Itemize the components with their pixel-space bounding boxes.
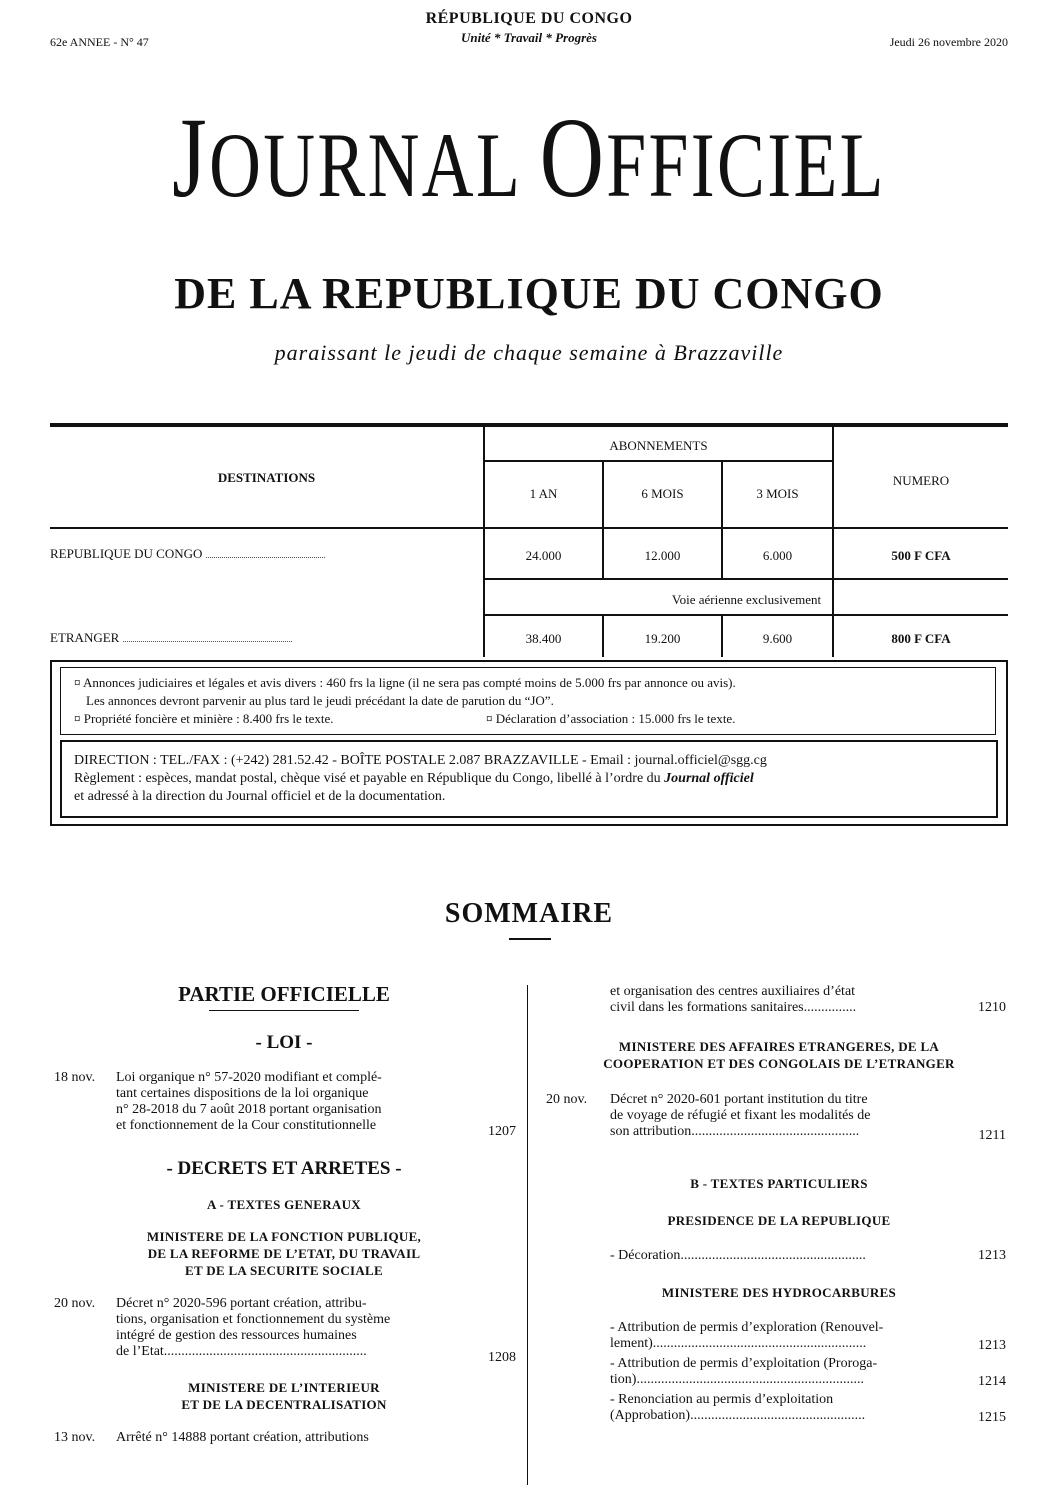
abonnements-header: ABONNEMENTS [609, 438, 708, 453]
period-1an: 1 AN [529, 486, 558, 501]
entry-line: intégré de gestion des ressources humaines [116, 1328, 357, 1343]
contact-adresse: et adressé à la direction du Journal officiel et de la documentation. [74, 789, 446, 804]
ministere-interieur [50, 1379, 518, 1413]
journal-subtitle: DE LA REPUBLIQUE DU CONGO [174, 269, 884, 318]
decret601-entry [610, 1092, 870, 1140]
etranger-6mois: 19.200 [644, 631, 681, 646]
voie-aerienne: Voie aérienne exclusivement [671, 592, 822, 607]
title-cap-o: O [539, 94, 607, 221]
entry-line: de voyage de réfugié et fixant les modalités de [610, 1108, 871, 1123]
hydro-page-3: 1215 [978, 1410, 1006, 1425]
entry-line: - Renonciation au permis d’exploitation [610, 1392, 834, 1407]
dest-label: REPUBLIQUE DU CONGO [50, 546, 203, 561]
title-rest-fficiel: FFICIEL [606, 114, 886, 216]
ministere-hydrocarbures: MINISTERE DES HYDROCARBURES [661, 1285, 897, 1300]
decret596-entry [116, 1296, 390, 1360]
title-rest-ournal: OURNAL [209, 114, 540, 216]
table-hline-header [50, 527, 1008, 529]
entry-line: Décret n° 2020-596 portant création, attribu- [116, 1296, 367, 1311]
column-divider [527, 985, 528, 1485]
hydro-entry-2 [610, 1356, 877, 1388]
table-top-rule [50, 423, 1008, 427]
ministere-line: ET DE LA SECURITE SOCIALE [185, 1263, 383, 1278]
issue-number: 62e ANNEE - N° 47 [50, 35, 149, 49]
etranger-numero: 800 F CFA [891, 631, 951, 646]
arrete14888-date: 13 nov. [54, 1430, 96, 1445]
congo-1an: 24.000 [525, 548, 562, 563]
hydro-entry-3 [610, 1392, 865, 1424]
motto: Unité * Travail * Progrès [460, 30, 597, 45]
loi-heading: - LOI - [255, 1032, 313, 1053]
table-vline-4 [832, 427, 834, 657]
etranger-3mois: 9.600 [762, 631, 793, 646]
row-etranger-destination [50, 630, 293, 646]
entry-line: tions, organisation et fonctionnement du système [116, 1312, 391, 1327]
congo-3mois: 6.000 [762, 548, 793, 563]
entry-line: - Attribution de permis d’exploration (Renouvel- [610, 1320, 884, 1335]
textes-particuliers: B - TEXTES PARTICULIERS [690, 1176, 868, 1191]
decoration-entry: - Décoration..................................................... [610, 1248, 866, 1263]
sommaire-title: SOMMAIRE [444, 898, 614, 929]
entry-line: son attribution................................................ [610, 1124, 860, 1139]
table-hline-abonnements [485, 460, 832, 462]
loi-page: 1207 [488, 1124, 516, 1139]
decret596-date: 20 nov. [54, 1296, 96, 1311]
journal-title [116, 94, 941, 221]
congo-numero: 500 F CFA [891, 548, 951, 563]
arrete-continuation [610, 984, 856, 1016]
decoration-page: 1213 [978, 1248, 1006, 1263]
entry-line: Décret n° 2020-601 portant institution du titre [610, 1092, 868, 1107]
entry-line: (Approbation).................................................. [610, 1408, 866, 1423]
ministere-affaires-etrangeres [540, 1038, 1018, 1072]
entry-line: civil dans les formations sanitaires............... [610, 1000, 857, 1015]
entry-line: lement)............................................................. [610, 1336, 867, 1351]
partie-officielle: PARTIE OFFICIELLE [178, 982, 390, 1006]
entry-line: tion)................................................................. [610, 1372, 864, 1387]
ministere-line: MINISTERE DE L’INTERIEUR [188, 1380, 380, 1395]
notice-propriete: ¤ Propriété foncière et minière : 8.400 frs le texte. [74, 711, 334, 726]
entry-line: et fonctionnement de la Cour constitutionnelle [116, 1118, 377, 1133]
textes-generaux: A - TEXTES GENERAUX [207, 1197, 361, 1212]
notice-association: ¤ Déclaration d’association : 15.000 frs le texte. [486, 711, 736, 726]
issue-date: Jeudi 26 novembre 2020 [889, 35, 1008, 49]
republic-name: RÉPUBLIQUE DU CONGO [425, 10, 633, 27]
decrets-heading: - DECRETS ET ARRETES - [166, 1158, 402, 1179]
ministere-line: ET DE LA DECENTRALISATION [181, 1397, 387, 1412]
arrete14888-line: Arrêté n° 14888 portant création, attributions [116, 1430, 369, 1445]
period-6mois: 6 MOIS [641, 486, 684, 501]
tagline: paraissant le jeudi de chaque semaine à Brazzaville [274, 340, 784, 365]
entry-line: et organisation des centres auxiliaires d’état [610, 984, 856, 999]
entry-line: - Attribution de permis d’exploitation (Proroga- [610, 1356, 878, 1371]
entry-line: de l’Etat.......................................................... [116, 1344, 367, 1359]
journal-officiel-italic: Journal officiel [664, 771, 754, 786]
entry-line: tant certaines dispositions de la loi organique [116, 1086, 369, 1101]
loi-entry [116, 1070, 382, 1134]
sommaire-underline [509, 938, 551, 940]
destinations-header: DESTINATIONS [217, 470, 316, 485]
congo-6mois: 12.000 [644, 548, 681, 563]
loi-date: 18 nov. [54, 1070, 96, 1085]
decret601-page: 1211 [978, 1128, 1006, 1143]
numero-header: NUMERO [892, 473, 950, 488]
decret601-date: 20 nov. [546, 1092, 588, 1107]
etranger-1an: 38.400 [525, 631, 562, 646]
table-hline-row1 [485, 578, 1008, 580]
ministere-fonction-publique [50, 1228, 518, 1279]
period-3mois: 3 MOIS [756, 486, 799, 501]
ministere-line: MINISTERE DE LA FONCTION PUBLIQUE, [146, 1229, 422, 1244]
hydro-page-2: 1214 [978, 1374, 1006, 1389]
contact-direction: DIRECTION : TEL./FAX : (+242) 281.52.42 - BOÎTE POSTALE 2.087 BRAZZAVILLE - Email : journal.officiel@sgg.cg [74, 753, 767, 768]
table-hline-voie [485, 614, 1008, 616]
reglement-text: Règlement : espèces, mandat postal, chèque visé et payable en République du Congo, libellé à l’ordre du [74, 771, 661, 786]
ministere-line: COOPERATION ET DES CONGOLAIS DE L’ETRANGER [603, 1056, 955, 1071]
row-congo-destination [50, 546, 326, 562]
dest-dots: ..................................................................................... [122, 635, 293, 644]
arrete-page: 1210 [978, 1000, 1006, 1015]
ministere-line: MINISTERE DES AFFAIRES ETRANGERES, DE LA [618, 1039, 940, 1054]
presidence: PRESIDENCE DE LA REPUBLIQUE [667, 1213, 891, 1228]
notice-annonces: ¤ Annonces judiciaires et légales et avis divers : 460 frs la ligne (il ne sera pas compté moins de 5.000 frs par annonce ou avis). [74, 675, 736, 690]
hydro-page-1: 1213 [978, 1338, 1006, 1353]
notice-delai: Les annonces devront parvenir au plus tard le jeudi précédant la date de parution du “JO”. [86, 693, 554, 708]
hydro-entry-1 [610, 1320, 883, 1352]
entry-line: Loi organique n° 57-2020 modifiant et complé- [116, 1070, 382, 1085]
title-cap-j: J [172, 94, 210, 221]
contact-reglement [74, 770, 754, 787]
partie-underline [209, 1010, 359, 1011]
decret596-page: 1208 [488, 1350, 516, 1365]
dest-dots: ............................................................ [205, 551, 326, 560]
entry-line: n° 28-2018 du 7 août 2018 portant organisation [116, 1102, 382, 1117]
dest-label: ETRANGER [50, 630, 120, 645]
ministere-line: DE LA REFORME DE L’ETAT, DU TRAVAIL [147, 1246, 421, 1261]
